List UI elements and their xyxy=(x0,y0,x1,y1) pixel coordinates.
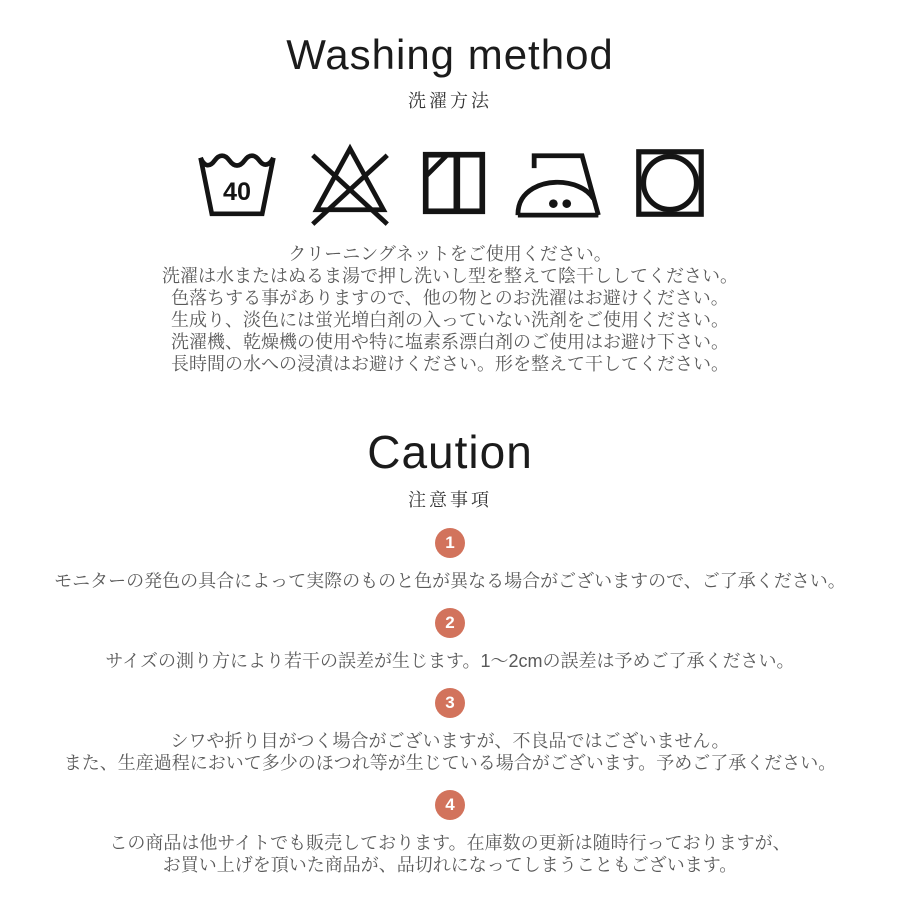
caution-item-text xyxy=(54,570,846,592)
dry-in-shade-icon xyxy=(421,150,487,216)
number-badge-3: 3 xyxy=(435,688,465,718)
caution-item-2 xyxy=(105,608,794,672)
caution-item-1 xyxy=(54,528,846,592)
caution-item-text xyxy=(64,730,837,774)
number-badge-2: 2 xyxy=(435,608,465,638)
caution-item-text xyxy=(105,650,794,672)
caution-line: また、生産過程において多少のほつれ等が生じている場合がございます。予めご了承ください。 xyxy=(63,753,837,773)
washing-instruction-line: 色落ちする事がありますので、他の物とのお洗濯はお避けください。 xyxy=(171,288,729,308)
caution-subtitle-jp: 注意事項 xyxy=(408,490,492,510)
washing-instruction-line: 洗濯機、乾燥機の使用や特に塩素系漂白剤のご使用はお避け下さい。 xyxy=(171,332,729,352)
laundry-symbols-row xyxy=(195,139,705,227)
caution-line: サイズの測り方により若干の誤差が生じます。1〜2cmの誤差は予めご了承ください。 xyxy=(105,651,795,671)
caution-item-4 xyxy=(109,790,790,876)
tumble-dry-icon xyxy=(635,148,705,218)
caution-line: お買い上げを頂いた商品が、品切れになってしまうこともございます。 xyxy=(162,855,738,875)
number-badge-1: 1 xyxy=(435,528,465,558)
washing-method-title: Washing method xyxy=(286,31,614,78)
wash-40-icon xyxy=(195,146,279,220)
caution-item-3 xyxy=(64,688,837,774)
washing-instruction-line: 長時間の水への浸漬はお避けください。形を整えて干してください。 xyxy=(171,354,729,374)
washing-instruction-line: 洗濯は水またはぬるま湯で押し洗いし型を整えて陰干ししてください。 xyxy=(162,266,738,286)
number-badge-4: 4 xyxy=(435,790,465,820)
caution-line: シワや折り目がつく場合がございますが、不良品ではございません。 xyxy=(170,731,730,751)
do-not-bleach-icon xyxy=(307,140,393,226)
caution-line: この商品は他サイトでも販売しております。在庫数の更新は随時行っておりますが、 xyxy=(109,833,791,853)
caution-item-text xyxy=(109,832,790,876)
caution-line: モニターの発色の具合によって実際のものと色が異なる場合がございますので、ご了承ください。 xyxy=(54,571,846,591)
washing-method-subtitle-jp: 洗濯方法 xyxy=(408,91,492,111)
wash-temperature-label: 40 xyxy=(222,177,252,206)
washing-instruction-line: 生成り、淡色には蛍光増白剤の入っていない洗剤をご使用ください。 xyxy=(171,310,729,330)
washing-instruction-line: クリーニングネットをご使用ください。 xyxy=(288,244,612,264)
washing-instructions xyxy=(162,243,738,375)
iron-medium-icon xyxy=(515,148,607,219)
caution-title: Caution xyxy=(367,426,533,478)
